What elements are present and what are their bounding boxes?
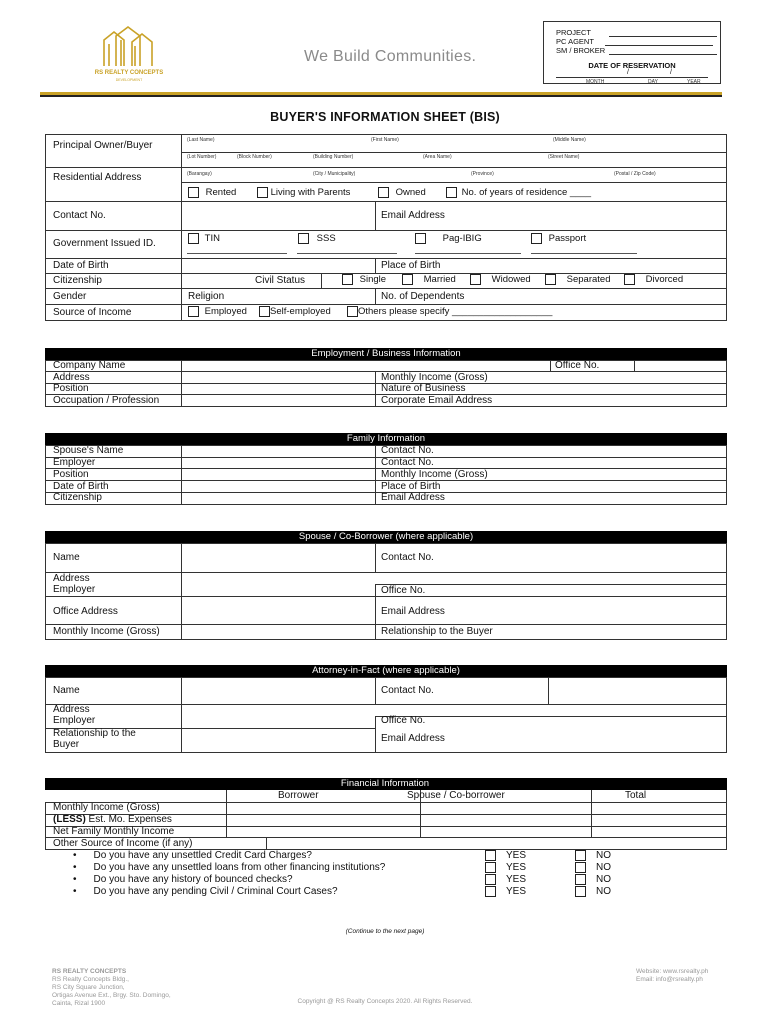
- financial-section: [45, 790, 727, 850]
- divorced-label: Divorced: [645, 274, 684, 286]
- single-option[interactable]: [342, 274, 386, 285]
- years-residence-checkbox[interactable]: [446, 187, 457, 198]
- employment-section: [45, 360, 727, 407]
- cob-monthly-income-label: Monthly Income (Gross): [53, 626, 160, 637]
- question-text: Do you have any history of bounced checks?: [93, 874, 293, 885]
- sss-checkbox[interactable]: [298, 233, 309, 244]
- separated-option[interactable]: [545, 274, 610, 285]
- living-with-parents-label: Living with Parents: [270, 187, 351, 199]
- fin-less-label: [53, 814, 172, 825]
- family-section-header: Family Information: [45, 433, 727, 445]
- family-dob-label: Date of Birth: [53, 481, 109, 492]
- sm-broker-row: [556, 46, 717, 55]
- family-monthly-income-label: Monthly Income (Gross): [381, 469, 488, 480]
- corp-email-label: Corporate Email Address: [381, 395, 493, 406]
- date-reservation-label: DATE OF RESERVATION: [588, 61, 676, 70]
- source-income-label: Source of Income: [53, 307, 132, 318]
- passport-option[interactable]: [531, 233, 586, 244]
- family-contact2-label: Contact No.: [381, 457, 434, 468]
- last-name-hint: (Last Name): [187, 137, 215, 143]
- page-title: BUYER'S INFORMATION SHEET (BIS): [270, 110, 500, 124]
- block-number-hint: (Block Number): [237, 154, 272, 160]
- project-field[interactable]: [609, 29, 717, 37]
- emp-monthly-income-label: Monthly Income (Gross): [381, 372, 488, 383]
- footer-email[interactable]: Email: info@rsrealty.ph: [636, 976, 703, 983]
- pc-agent-field[interactable]: [605, 38, 713, 46]
- question-text: Do you have any unsettled Credit Card Charges?: [93, 850, 312, 861]
- tin-checkbox[interactable]: [188, 233, 199, 244]
- pagibig-option[interactable]: [415, 233, 482, 244]
- place-of-birth-label: Place of Birth: [381, 260, 441, 271]
- separated-label: Separated: [566, 274, 611, 286]
- self-employed-label: Self-employed: [270, 306, 331, 318]
- question-text: Do you have any pending Civil / Criminal Court Cases?: [93, 886, 338, 897]
- company-name-label: Company Name: [53, 360, 126, 371]
- living-with-parents-option[interactable]: [257, 187, 350, 198]
- aif-relationship-label: [53, 728, 136, 750]
- principal-owner-label: Principal Owner/Buyer: [53, 140, 153, 151]
- logo-subtext: DEVELOPMENT: [115, 78, 143, 82]
- question-row: • Do you have any pending Civil / Criminal Court Cases?: [73, 886, 338, 897]
- attorney-section: [45, 677, 727, 753]
- cob-office-no-label: Office No.: [381, 585, 426, 596]
- lot-number-hint: (Lot Number): [187, 154, 217, 160]
- question-row: • Do you have any history of bounced checks?: [73, 874, 293, 885]
- pagibig-label: Pag-IBIG: [442, 233, 482, 245]
- email-address-field[interactable]: [465, 202, 725, 230]
- divorced-option[interactable]: [624, 274, 683, 285]
- separated-checkbox[interactable]: [545, 274, 556, 285]
- no-checkbox[interactable]: [575, 850, 586, 861]
- others-option[interactable]: [347, 306, 552, 317]
- fin-other-source-label: Other Source of Income (if any): [53, 838, 193, 849]
- yes-checkbox[interactable]: [485, 862, 496, 873]
- year-label: YEAR: [687, 79, 701, 85]
- footer-website[interactable]: Website: www.rsrealty.ph: [636, 968, 709, 975]
- city-hint: (City / Municipality): [313, 171, 356, 177]
- yes-option[interactable]: [485, 862, 526, 873]
- footer-company-name: RS REALTY CONCEPTS: [52, 968, 127, 975]
- no-checkbox[interactable]: [575, 862, 586, 873]
- family-email-label: Email Address: [381, 492, 445, 503]
- contact-no-label: Contact No.: [53, 210, 106, 221]
- married-label: Married: [423, 274, 456, 286]
- yes-label: YES: [506, 886, 527, 898]
- footer-address-line: RS City Square Junction,: [52, 984, 125, 991]
- employed-label: Employed: [204, 306, 247, 318]
- company-logo: [86, 24, 172, 86]
- email-address-label: Email Address: [381, 210, 445, 221]
- widowed-option[interactable]: [470, 274, 531, 285]
- yes-checkbox[interactable]: [485, 850, 496, 861]
- no-checkbox[interactable]: [575, 886, 586, 897]
- footer-copyright: Copyright @ RS Realty Concepts 2020. All Rights Reserved.: [297, 998, 473, 1005]
- header-black-bar: [40, 95, 722, 97]
- widowed-checkbox[interactable]: [470, 274, 481, 285]
- sss-label: SSS: [316, 233, 336, 245]
- sm-broker-label: SM / BROKER: [556, 46, 606, 55]
- office-no-label: Office No.: [555, 360, 600, 371]
- project-label: PROJECT: [556, 28, 591, 37]
- widowed-label: Widowed: [491, 274, 531, 286]
- owned-label: Owned: [395, 187, 426, 199]
- single-checkbox[interactable]: [342, 274, 353, 285]
- spouse-name-label: Spouse's Name: [53, 445, 124, 456]
- fin-spouse-header: Spouse / Co-borrower: [407, 790, 505, 801]
- yes-option[interactable]: [485, 874, 526, 885]
- sm-broker-field[interactable]: [609, 47, 717, 55]
- aif-address-label: Address: [53, 704, 90, 715]
- civil-status-label: Civil Status: [255, 275, 306, 286]
- married-checkbox[interactable]: [402, 274, 413, 285]
- tin-option[interactable]: [188, 233, 220, 244]
- pc-agent-label: PC AGENT: [556, 37, 594, 46]
- area-name-hint: (Area Name): [423, 154, 452, 160]
- question-row: • Do you have any unsettled Credit Card Charges?: [73, 850, 312, 861]
- tagline: We Build Communities.: [304, 48, 477, 65]
- footer-contact: [636, 968, 708, 984]
- yes-option[interactable]: [485, 850, 526, 861]
- yes-label: YES: [506, 874, 527, 886]
- cob-relationship-label: Relationship to the Buyer: [381, 626, 493, 637]
- coborrower-section-header: Spouse / Co-Borrower (where applicable): [45, 531, 727, 543]
- province-hint: (Province): [471, 171, 494, 177]
- no-option[interactable]: [575, 862, 611, 873]
- project-row: [556, 28, 717, 37]
- citizenship-label: Citizenship: [53, 275, 102, 286]
- building-number-hint: (Building Number): [313, 154, 354, 160]
- attorney-section-header: Attorney-in-Fact (where applicable): [45, 665, 727, 677]
- yes-option[interactable]: [485, 886, 526, 897]
- first-name-hint: (First Name): [371, 137, 399, 143]
- employed-option[interactable]: [188, 306, 247, 317]
- rented-option[interactable]: [188, 187, 236, 198]
- others-label: Others please specify ___________________: [358, 306, 553, 318]
- yes-checkbox[interactable]: [485, 886, 496, 897]
- question-text: Do you have any unsettled loans from other financing institutions?: [93, 862, 386, 873]
- rented-checkbox[interactable]: [188, 187, 199, 198]
- footer-address-line: Ortigas Avenue Ext., Brgy. Sto. Domingo,: [52, 992, 171, 999]
- aif-name-label: Name: [53, 685, 80, 696]
- barangay-hint: (Barangay): [187, 171, 212, 177]
- no-checkbox[interactable]: [575, 874, 586, 885]
- no-label: NO: [596, 886, 611, 898]
- buyer-name-field[interactable]: [182, 142, 726, 152]
- pagibig-checkbox[interactable]: [415, 233, 426, 244]
- owned-checkbox[interactable]: [378, 187, 389, 198]
- no-option[interactable]: [575, 874, 611, 885]
- aif-contact-label: Contact No.: [381, 685, 434, 696]
- cob-employer-label: Employer: [53, 584, 96, 595]
- fin-less-bold: (LESS): [53, 814, 86, 825]
- no-label: NO: [596, 874, 611, 886]
- date-slash: /: [627, 69, 629, 76]
- residential-address-label: Residential Address: [53, 172, 142, 183]
- married-option[interactable]: [402, 274, 456, 285]
- footer-address-line: RS Realty Concepts Bldg.,: [52, 976, 129, 983]
- single-label: Single: [359, 274, 387, 286]
- dependents-label: No. of Dependents: [381, 291, 465, 302]
- aif-employer-label: Employer: [53, 715, 96, 726]
- occupation-label: Occupation / Profession: [53, 395, 160, 406]
- nature-business-label: Nature of Business: [381, 383, 466, 394]
- coborrower-section: [45, 543, 727, 640]
- month-label: MONTH: [586, 79, 605, 85]
- postal-hint: (Postal / Zip Code): [614, 171, 656, 177]
- buyer-section: [45, 134, 727, 321]
- fin-less-rest: Est. Mo. Expenses: [85, 814, 172, 825]
- no-label: NO: [596, 862, 611, 874]
- no-option[interactable]: [575, 886, 611, 897]
- street-name-hint: (Street Name): [548, 154, 580, 160]
- cob-address-label: Address: [53, 573, 90, 584]
- rented-label: Rented: [205, 187, 237, 199]
- cob-email-label: Email Address: [381, 606, 445, 617]
- passport-label: Passport: [548, 233, 587, 245]
- living-with-parents-checkbox[interactable]: [257, 187, 268, 198]
- sss-option[interactable]: [298, 233, 336, 244]
- employment-section-header: Employment / Business Information: [45, 348, 727, 360]
- family-employer-label: Employer: [53, 457, 96, 468]
- cob-office-address-label: Office Address: [53, 606, 118, 617]
- date-slash: /: [670, 69, 672, 76]
- tin-label: TIN: [204, 233, 220, 245]
- owned-option[interactable]: [378, 187, 426, 198]
- no-label: NO: [596, 850, 611, 862]
- fin-monthly-income-label: Monthly Income (Gross): [53, 802, 160, 813]
- yes-checkbox[interactable]: [485, 874, 496, 885]
- gov-id-label: Government Issued ID.: [53, 238, 156, 249]
- no-option[interactable]: [575, 850, 611, 861]
- family-contact1-label: Contact No.: [381, 445, 434, 456]
- family-pob-label: Place of Birth: [381, 481, 441, 492]
- passport-checkbox[interactable]: [531, 233, 542, 244]
- question-row: • Do you have any unsettled loans from other financing institutions?: [73, 862, 386, 873]
- self-employed-checkbox[interactable]: [259, 306, 270, 317]
- pc-agent-row: [556, 37, 713, 46]
- years-residence-option[interactable]: [446, 187, 591, 198]
- continue-note: (Continue to the next page): [345, 928, 425, 935]
- yes-label: YES: [506, 850, 527, 862]
- fin-net-family-label: Net Family Monthly Income: [53, 826, 175, 837]
- day-label: DAY: [648, 79, 658, 85]
- family-citizenship-label: Citizenship: [53, 492, 102, 503]
- gender-label: Gender: [53, 291, 87, 302]
- emp-position-label: Position: [53, 383, 89, 394]
- date-of-birth-label: Date of Birth: [53, 260, 109, 271]
- emp-address-label: Address: [53, 372, 90, 383]
- self-employed-option[interactable]: [259, 306, 331, 317]
- logo-text: RS REALTY CONCEPTS: [94, 70, 164, 76]
- aif-relationship-line2: Buyer: [53, 739, 80, 750]
- family-section: [45, 445, 727, 505]
- date-reservation-field[interactable]: [556, 70, 708, 78]
- aif-email-label: Email Address: [381, 733, 445, 744]
- family-position-label: Position: [53, 469, 89, 480]
- divorced-checkbox[interactable]: [624, 274, 635, 285]
- cob-name-label: Name: [53, 552, 80, 563]
- religion-label: Religion: [188, 291, 225, 302]
- fin-borrower-header: Borrower: [278, 790, 319, 801]
- cob-contact-label: Contact No.: [381, 552, 434, 563]
- employed-checkbox[interactable]: [188, 306, 199, 317]
- financial-questions: [45, 850, 727, 900]
- footer-address-line: Cainta, Rizal 1900: [52, 1000, 106, 1007]
- contact-no-field[interactable]: [182, 202, 374, 230]
- fin-total-header: Total: [625, 790, 647, 801]
- financial-section-header: Financial Information: [340, 778, 430, 789]
- reservation-box: [543, 21, 721, 84]
- yes-label: YES: [506, 862, 527, 874]
- others-checkbox[interactable]: [347, 306, 358, 317]
- middle-name-hint: (Middle Name): [553, 137, 586, 143]
- aif-office-no-label: Office No.: [381, 715, 426, 726]
- years-residence-label: No. of years of residence ____: [461, 187, 592, 199]
- aif-relationship-line1: Relationship to the: [53, 728, 136, 739]
